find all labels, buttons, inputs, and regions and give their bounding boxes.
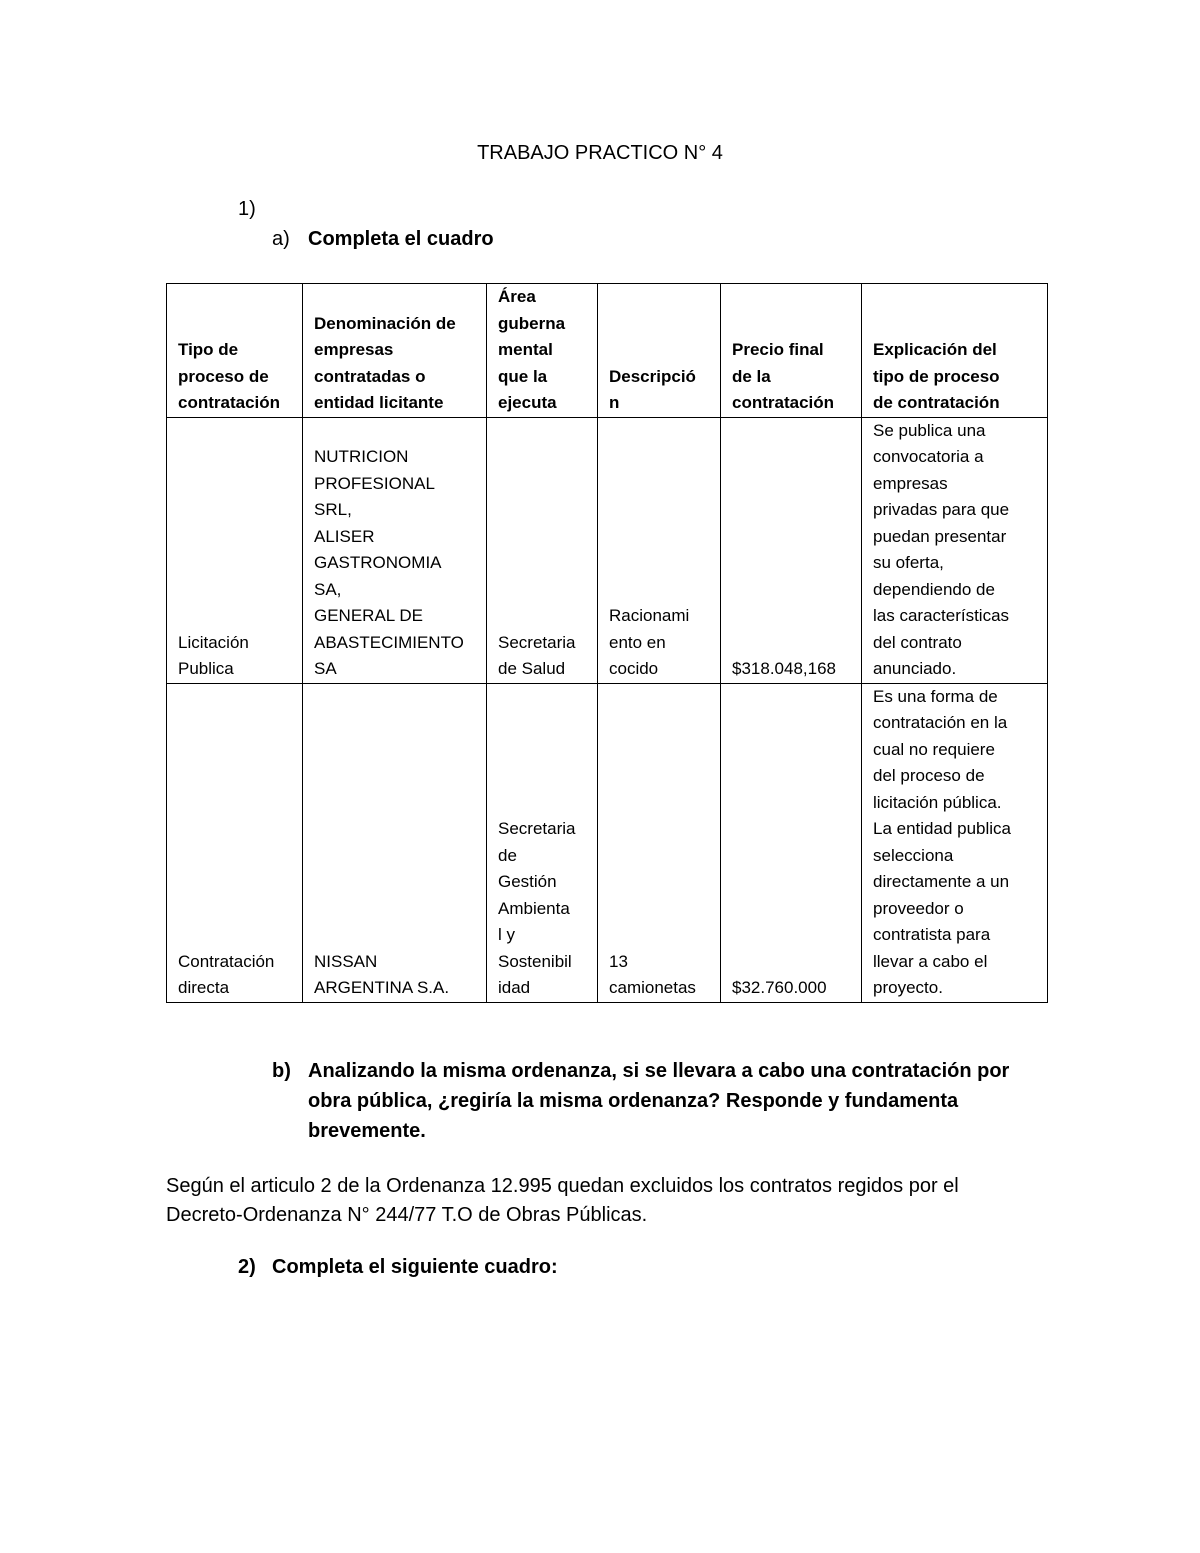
table-cell: Secretaria de Salud (487, 417, 598, 683)
header-tipo-proceso: Tipo de proceso de contratación (167, 284, 303, 418)
table-cell: $318.048,168 (721, 417, 862, 683)
table-cell: 13 camionetas (598, 683, 721, 1002)
table-row (167, 683, 1048, 1002)
header-descripcion: Descripció n (598, 284, 721, 418)
page-title: TRABAJO PRACTICO N° 4 (477, 142, 723, 164)
contracts-table (166, 283, 1048, 1003)
table-cell: NISSAN ARGENTINA S.A. (303, 683, 487, 1002)
question-1a (272, 228, 494, 251)
table-cell: Secretaria de Gestión Ambienta l y Sostenibil idad (487, 683, 598, 1002)
table-cell: Contratación directa (167, 683, 303, 1002)
question-1b (272, 1056, 1032, 1146)
question-2-text: Completa el siguiente cuadro: (272, 1256, 558, 1278)
table-cell: Racionami ento en cocido (598, 417, 721, 683)
table-cell: $32.760.000 (721, 683, 862, 1002)
header-precio: Precio final de la contratación (721, 284, 862, 418)
question-1b-text: Analizando la misma ordenanza, si se llevara a cabo una contratación por obra pública, ¿regiría la misma ordenanza? Responde y fundamenta brevemente. (308, 1060, 1010, 1142)
question-1b-marker: b) (272, 1060, 291, 1082)
question-1-number: 1) (238, 198, 256, 220)
question-1a-text: Completa el cuadro (308, 228, 494, 250)
question-2-marker: 2) (238, 1256, 256, 1278)
header-denominacion: Denominación de empresas contratadas o entidad licitante (303, 284, 487, 418)
table-cell: Licitación Publica (167, 417, 303, 683)
table-cell: Es una forma de contratación en la cual no requiere del proceso de licitación pública. La entidad publica selecciona directamente a un proveedor o contratista para llevar a cabo el proyecto. (862, 683, 1048, 1002)
question-2 (238, 1256, 558, 1279)
table-header-row (167, 284, 1048, 418)
question-1a-marker: a) (272, 228, 290, 250)
table-cell: NUTRICION PROFESIONAL SRL, ALISER GASTRONOMIA SA, GENERAL DE ABASTECIMIENTO SA (303, 417, 487, 683)
header-area: Área guberna mental que la ejecuta (487, 284, 598, 418)
table-row (167, 417, 1048, 683)
header-explicacion: Explicación del tipo de proceso de contratación (862, 284, 1048, 418)
question-1b-answer: Según el articulo 2 de la Ordenanza 12.995 quedan excluidos los contratos regidos por el Decreto-Ordenanza N° 244/77 T.O de Obras Públicas. (166, 1175, 959, 1226)
table-cell: Se publica una convocatoria a empresas privadas para que puedan presentar su oferta, dependiendo de las características del contrato anunciado. (862, 417, 1048, 683)
